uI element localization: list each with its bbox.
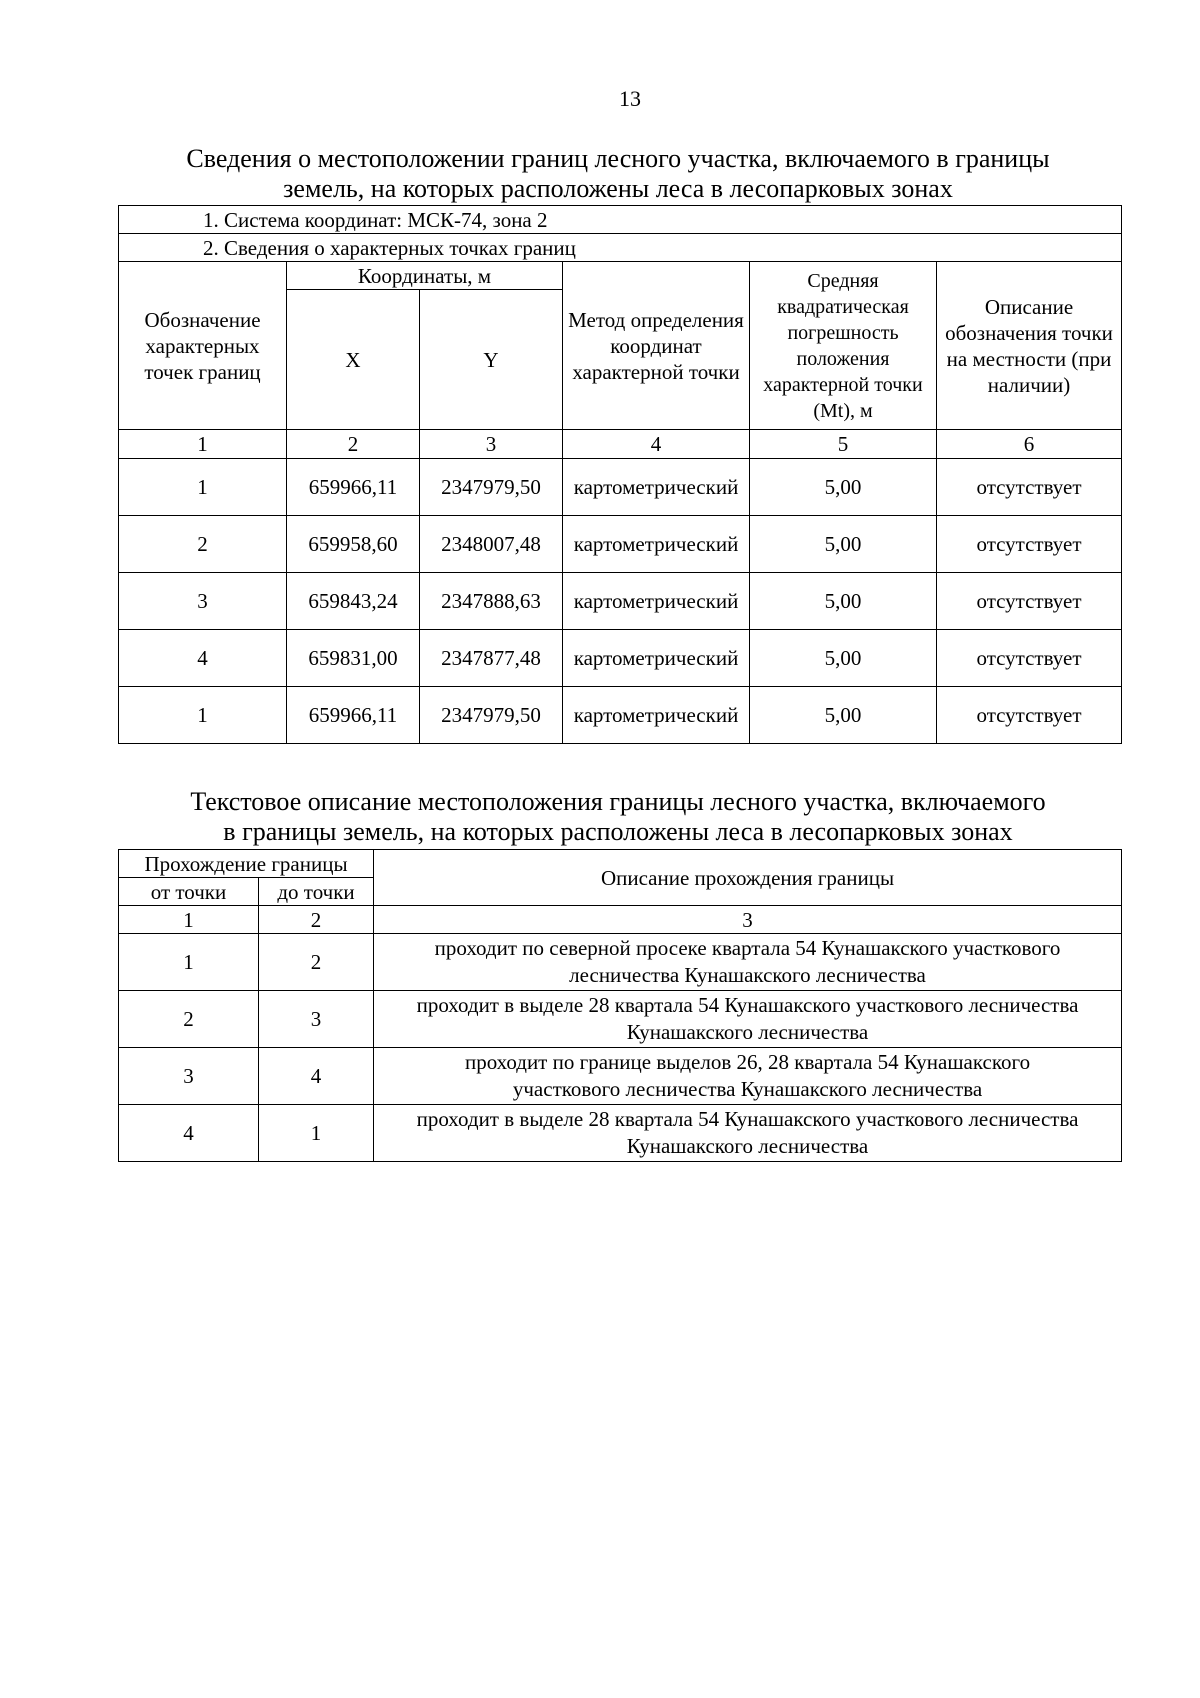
x-value: 659843,24 [287, 573, 420, 630]
section2-title [118, 787, 1118, 847]
from-point: 1 [119, 934, 259, 991]
col-number: 3 [420, 430, 563, 459]
col-number: 3 [374, 906, 1122, 934]
header-error: Средняя квадратическая погрешность положения характерной точки (Mt), м [750, 262, 937, 430]
from-point: 3 [119, 1048, 259, 1105]
point-id: 2 [119, 516, 287, 573]
y-value: 2347877,48 [420, 630, 563, 687]
header-from-point: от точки [119, 878, 259, 906]
header-designation: Обозначение характерных точек границ [119, 262, 287, 430]
header-to-point: до точки [259, 878, 374, 906]
boundary-description-table [118, 849, 1122, 1162]
error-value: 5,00 [750, 516, 937, 573]
table-row [119, 630, 1122, 687]
to-point: 2 [259, 934, 374, 991]
section1-title-line2: земель, на которых расположены леса в лесопарковых зонах [283, 174, 953, 203]
method-value: картометрический [563, 573, 750, 630]
y-value: 2347888,63 [420, 573, 563, 630]
passage-text: проходит в выделе 28 квартала 54 Кунашакского участкового лесничества Кунашакского лесничества [374, 1105, 1122, 1162]
col-number: 1 [119, 906, 259, 934]
table-row [119, 1048, 1122, 1105]
col-number: 2 [287, 430, 420, 459]
point-id: 4 [119, 630, 287, 687]
section2-title-line1: Текстовое описание местоположения границы лесного участка, включаемого [190, 787, 1046, 816]
description-value: отсутствует [937, 459, 1122, 516]
y-value: 2347979,50 [420, 459, 563, 516]
header-y: Y [420, 290, 563, 430]
col-number: 1 [119, 430, 287, 459]
table-row [119, 573, 1122, 630]
points-info-row: 2. Сведения о характерных точках границ [119, 234, 1122, 262]
x-value: 659831,00 [287, 630, 420, 687]
header-coordinates: Координаты, м [287, 262, 563, 290]
section1-title [118, 144, 1118, 204]
point-id: 1 [119, 459, 287, 516]
header-method: Метод определения координат характерной точки [563, 262, 750, 430]
error-value: 5,00 [750, 630, 937, 687]
from-point: 2 [119, 991, 259, 1048]
error-value: 5,00 [750, 459, 937, 516]
table-row [119, 687, 1122, 744]
coordinate-system-row: 1. Система координат: МСК-74, зона 2 [119, 206, 1122, 234]
method-value: картометрический [563, 687, 750, 744]
table-row [119, 1105, 1122, 1162]
description-value: отсутствует [937, 630, 1122, 687]
point-id: 3 [119, 573, 287, 630]
error-value: 5,00 [750, 687, 937, 744]
x-value: 659966,11 [287, 459, 420, 516]
passage-text: проходит в выделе 28 квартала 54 Кунашакского участкового лесничества Кунашакского лесничества [374, 991, 1122, 1048]
from-point: 4 [119, 1105, 259, 1162]
header-passage: Прохождение границы [119, 850, 374, 878]
passage-text: проходит по границе выделов 26, 28 квартала 54 Кунашакского участкового лесничества Кунашакского лесничества [374, 1048, 1122, 1105]
section1-title-line1: Сведения о местоположении границ лесного участка, включаемого в границы [186, 144, 1050, 173]
col-number: 5 [750, 430, 937, 459]
method-value: картометрический [563, 630, 750, 687]
points-table [118, 205, 1122, 744]
col-number: 4 [563, 430, 750, 459]
x-value: 659966,11 [287, 687, 420, 744]
error-value: 5,00 [750, 573, 937, 630]
section2-title-line2: в границы земель, на которых расположены леса в лесопарковых зонах [223, 817, 1013, 846]
table-row [119, 991, 1122, 1048]
y-value: 2347979,50 [420, 687, 563, 744]
col-number: 6 [937, 430, 1122, 459]
to-point: 1 [259, 1105, 374, 1162]
passage-text: проходит по северной просеке квартала 54 Кунашакского участкового лесничества Кунашакского лесничества [374, 934, 1122, 991]
method-value: картометрический [563, 516, 750, 573]
table-row [119, 934, 1122, 991]
point-id: 1 [119, 687, 287, 744]
y-value: 2348007,48 [420, 516, 563, 573]
page-number: 13 [619, 86, 641, 111]
header-description: Описание обозначения точки на местности (при наличии) [937, 262, 1122, 430]
description-value: отсутствует [937, 573, 1122, 630]
to-point: 4 [259, 1048, 374, 1105]
description-value: отсутствует [937, 516, 1122, 573]
table-row [119, 516, 1122, 573]
col-number: 2 [259, 906, 374, 934]
method-value: картометрический [563, 459, 750, 516]
description-value: отсутствует [937, 687, 1122, 744]
to-point: 3 [259, 991, 374, 1048]
header-passage-description: Описание прохождения границы [374, 850, 1122, 906]
table-row [119, 459, 1122, 516]
header-x: X [287, 290, 420, 430]
x-value: 659958,60 [287, 516, 420, 573]
